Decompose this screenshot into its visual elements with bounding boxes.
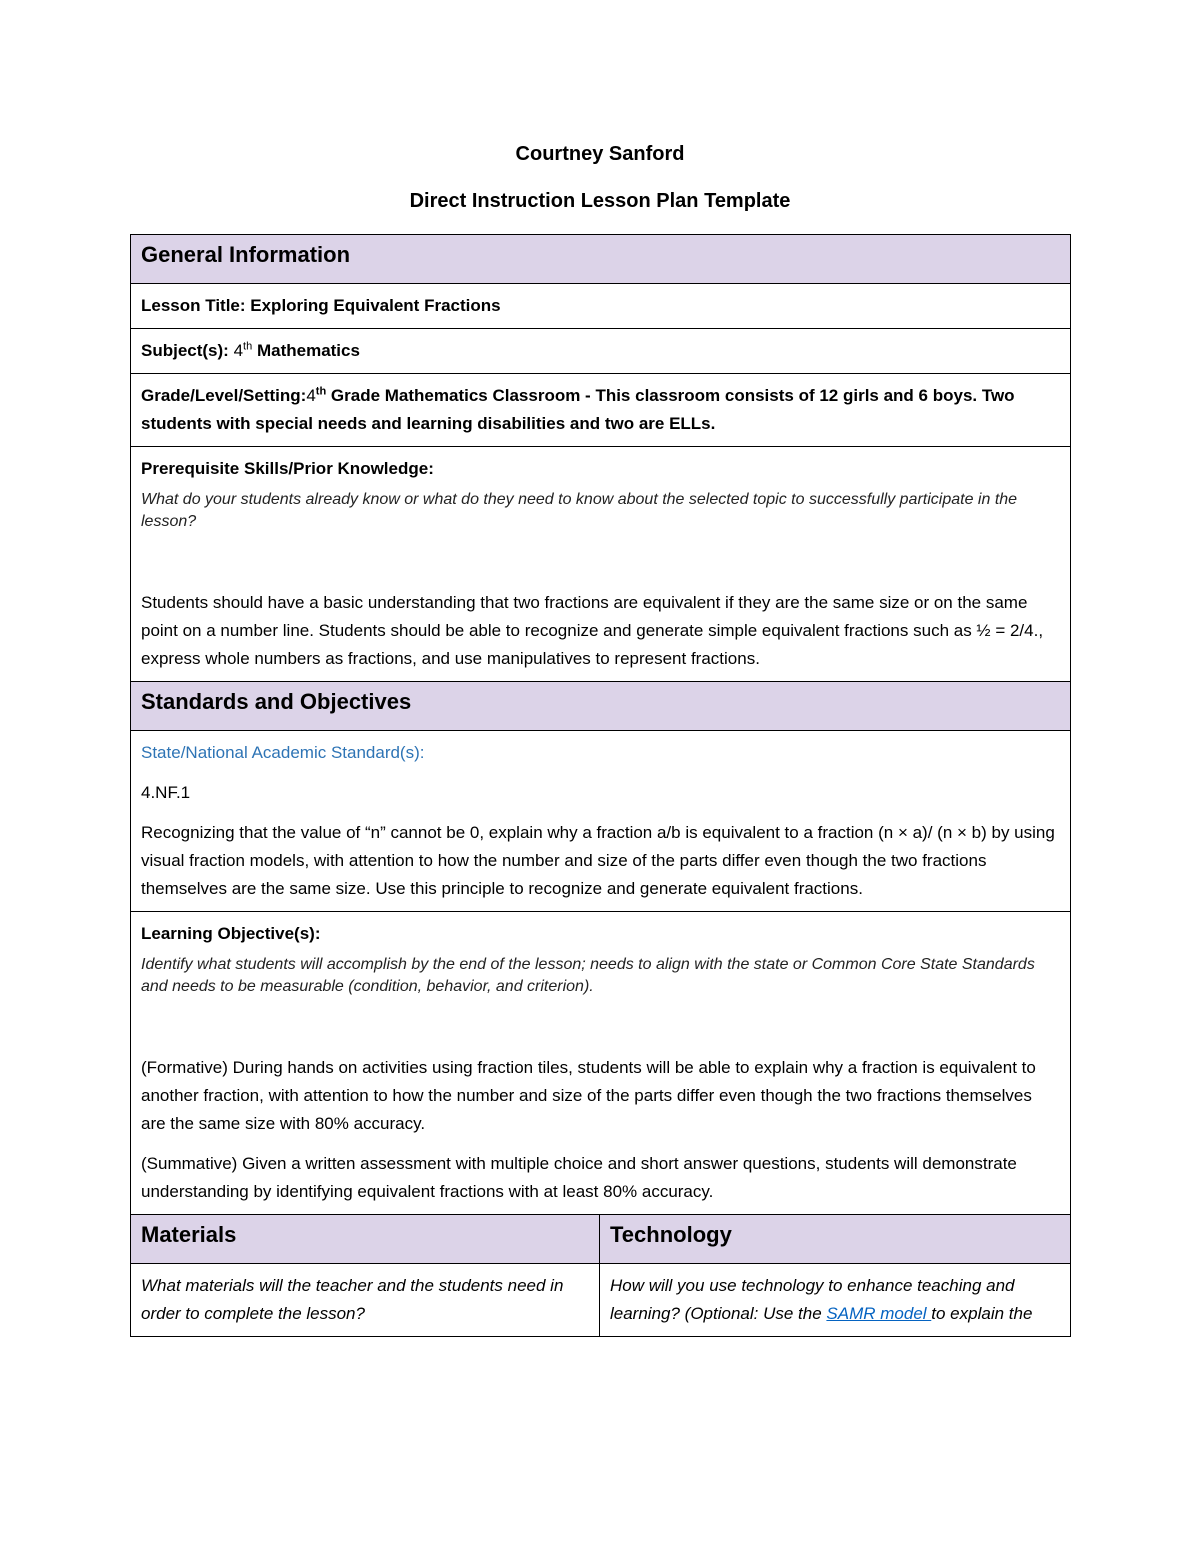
lesson-title: Lesson Title: Exploring Equivalent Fractions	[131, 284, 1071, 329]
lesson-plan-table	[130, 234, 1071, 1337]
formative-objective: (Formative) During hands on activities using fraction tiles, students will be able to explain why a fraction is equivalent to another fraction, with attention to how the number and size of the parts differ even though the two fractions themselves are the same size with 80% accuracy.	[141, 1058, 1036, 1133]
standard-code: 4.NF.1	[141, 783, 191, 802]
grade-setting-label: Grade/Level/Setting:	[141, 386, 307, 405]
subject-label: Subject(s):	[141, 341, 229, 360]
standard-label: State/National Academic Standard(s):	[141, 743, 425, 762]
standards-objectives-header-row	[131, 682, 1071, 731]
grade-suffix: th	[315, 385, 327, 398]
standards-objectives-heading: Standards and Objectives	[131, 682, 1071, 731]
subject-row	[131, 329, 1071, 374]
learning-objectives-row	[131, 912, 1071, 1215]
grade-setting-row	[131, 374, 1071, 447]
standards-row	[131, 731, 1071, 912]
materials-heading: Materials	[131, 1215, 600, 1264]
technology-heading: Technology	[600, 1215, 1071, 1264]
subject-grade-suffix: th	[243, 340, 253, 353]
samr-model-link[interactable]: SAMR model	[826, 1304, 932, 1323]
technology-prompt-start: How will you use technology to enhance teaching and learning? (Optional: Use the	[610, 1276, 1015, 1323]
general-information-header-row	[131, 235, 1071, 284]
summative-objective: (Summative) Given a written assessment with multiple choice and short answer questions, students will demonstrate understanding by identifying equivalent fractions with at least 80% accuracy.	[141, 1154, 1017, 1201]
author-name: Courtney Sanford	[515, 143, 685, 165]
prerequisite-prompt: What do your students already know or what do they need to know about the selected topic to successfully participate in the lesson?	[141, 491, 1018, 530]
subject-name: Mathematics	[252, 341, 360, 360]
prerequisite-body: Students should have a basic understanding that two fractions are equivalent if they are the same size or on the same point on a number line. Students should be able to recognize and generate simple equivalent fractions such as ½ = 2/4., express whole numbers as fractions, and use manipulatives to represent fractions.	[141, 593, 1044, 668]
grade-setting-text: Grade Mathematics Classroom - This classroom consists of 12 girls and 6 boys. Two students with special needs and learning disabilities and two are ELLs.	[141, 386, 1015, 433]
lesson-title-row	[131, 284, 1071, 329]
learning-objective-label: Learning Objective(s):	[141, 924, 321, 943]
document-title: Direct Instruction Lesson Plan Template	[409, 190, 791, 212]
learning-objectives-cell	[131, 912, 1071, 1215]
grade-setting-cell	[131, 374, 1071, 447]
general-information-heading: General Information	[131, 235, 1071, 284]
standards-cell	[131, 731, 1071, 912]
technology-prompt-end: to explain the	[931, 1304, 1033, 1323]
standard-text: Recognizing that the value of “n” cannot be 0, explain why a fraction a/b is equivalent to a fraction (n × a)/ (n × b) by using visual fraction models, with attention to how the number and size of the parts differ even though the two fractions themselves are the same size. Use this principle to recognize and generate equivalent fractions.	[141, 823, 1055, 898]
learning-objective-prompt: Identify what students will accomplish by the end of the lesson; needs to align with the state or Common Core State Standards and needs to be measurable (condition, behavior, and criterion).	[141, 956, 1035, 995]
materials-prompt: What materials will the teacher and the students need in order to complete the lesson?	[131, 1264, 600, 1337]
materials-technology-row	[131, 1264, 1071, 1337]
materials-technology-header-row	[131, 1215, 1071, 1264]
grade-number: 4	[306, 386, 316, 405]
prerequisite-label: Prerequisite Skills/Prior Knowledge:	[141, 459, 434, 478]
prerequisite-cell	[131, 447, 1071, 682]
technology-prompt-cell	[600, 1264, 1071, 1337]
subject-grade-number: 4	[233, 341, 244, 360]
subject-cell	[131, 329, 1071, 374]
prerequisite-row	[131, 447, 1071, 682]
